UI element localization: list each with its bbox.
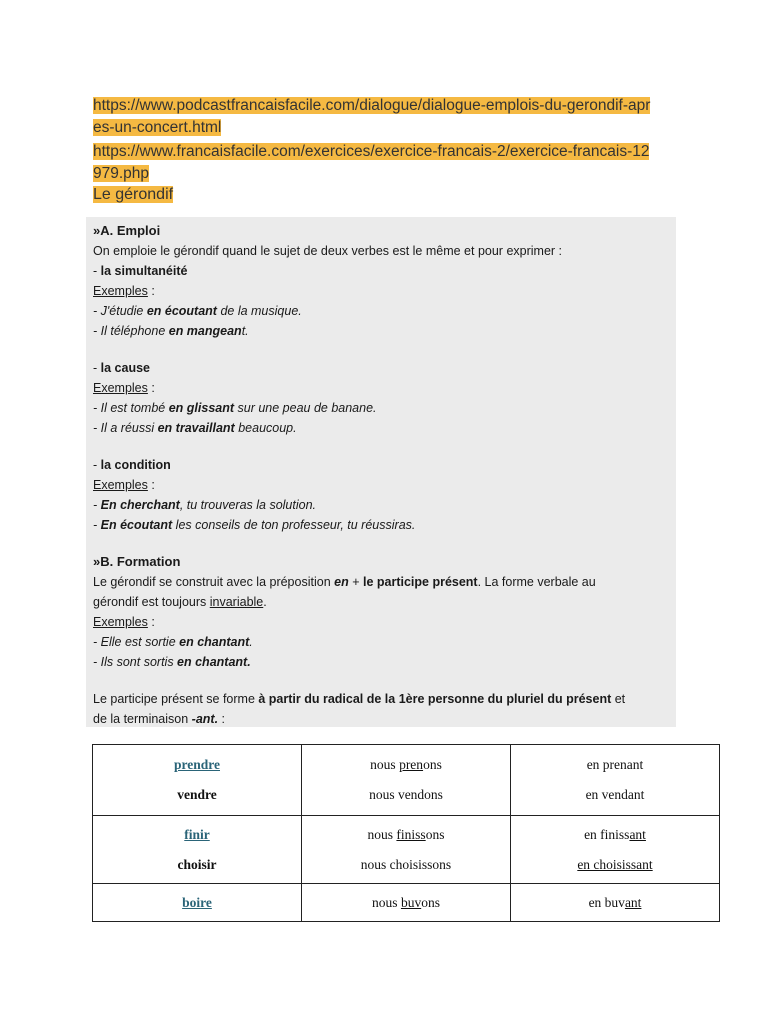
gerondif-form: en buvant — [588, 894, 642, 910]
example-line: - Ils sont sortis en chantant. — [93, 655, 251, 669]
examples-line: Exemples : — [93, 284, 155, 298]
example-line: - Il a réussi en travaillant beaucoup. — [93, 421, 297, 435]
verb-link-finir[interactable]: finir — [184, 826, 210, 842]
gerondif-form: en choisissant — [577, 856, 653, 872]
group-label-line: - la condition — [93, 458, 171, 472]
group-label: la simultanéité — [100, 264, 188, 278]
group-label: la cause — [100, 361, 150, 375]
verb-link-boire[interactable]: boire — [182, 894, 212, 910]
examples-line: Exemples : — [93, 615, 155, 629]
example-line: - En écoutant les conseils de ton professeur, tu réussiras. — [93, 518, 416, 532]
formation-line-1: Le gérondif se construit avec la préposition en + le participe présent. La forme verbale au — [93, 575, 596, 589]
gerondif-form: en finissant — [584, 826, 646, 842]
infinitive-cell — [93, 745, 302, 816]
page-heading — [93, 184, 653, 206]
examples-line: Exemples : — [93, 381, 155, 395]
present-form: nous choisissons — [360, 856, 452, 872]
link-podcast-text[interactable]: https://www.podcastfrancaisfacile.com/dialogue/dialogue-emplois-du-gerondif-apres-un-concert.html — [93, 97, 651, 136]
link-exercice[interactable] — [93, 141, 653, 185]
gerondif-cell — [511, 884, 720, 922]
verb-link-prendre[interactable]: prendre — [173, 757, 220, 772]
section-a-intro: On emploie le gérondif quand le sujet de deux verbes est le même et pour exprimer : — [93, 244, 563, 258]
present-cell — [302, 816, 511, 884]
present-form: nous buvons — [372, 894, 440, 910]
link-podcast-dialogue[interactable] — [93, 95, 653, 139]
example-line: - Il est tombé en glissant sur une peau de banane. — [93, 401, 377, 415]
example-line: - En cherchant, tu trouveras la solution. — [93, 498, 317, 512]
infinitive-cell — [93, 884, 302, 922]
gerondif-cell — [511, 816, 720, 884]
table-row — [93, 745, 720, 816]
group-label-line: - la simultanéité — [93, 264, 188, 278]
verb-conjugation-table — [92, 744, 720, 922]
present-cell — [302, 745, 511, 816]
section-b-title: »B. Formation — [93, 554, 181, 569]
participe-rule-line-1: Le participe présent se forme à partir du radical de la 1ère personne du pluriel du présent et — [93, 692, 626, 706]
examples-label: Exemples — [93, 381, 148, 395]
participe-rule-line-2: de la terminaison -ant. : — [93, 712, 226, 726]
group-label-line: - la cause — [93, 361, 150, 375]
section-a-title: »A. Emploi — [93, 223, 161, 238]
heading-text: Le gérondif — [93, 186, 174, 203]
table-row — [93, 884, 720, 922]
gerondif-form: en prenant — [586, 757, 644, 772]
verb-infinitive: choisir — [177, 856, 217, 872]
verb-infinitive: vendre — [177, 787, 217, 802]
present-form: nous vendons — [369, 787, 443, 802]
gerondif-cell — [511, 745, 720, 816]
grammar-content — [93, 221, 673, 729]
example-line: - Elle est sortie en chantant. — [93, 635, 253, 649]
present-form: nous finissons — [367, 826, 445, 842]
gerondif-form: en vendant — [585, 787, 645, 802]
examples-label: Exemples — [93, 478, 148, 492]
group-label: la condition — [100, 458, 171, 472]
present-cell — [302, 884, 511, 922]
formation-line-2: gérondif est toujours invariable. — [93, 595, 267, 609]
present-form: nous prenons — [370, 757, 442, 772]
table-row — [93, 816, 720, 884]
example-line: - J'étudie en écoutant de la musique. — [93, 304, 302, 318]
examples-line: Exemples : — [93, 478, 155, 492]
examples-label: Exemples — [93, 615, 148, 629]
link-exercice-text[interactable]: https://www.francaisfacile.com/exercices/exercice-francais-2/exercice-francais-12979.php — [93, 143, 650, 182]
infinitive-cell — [93, 816, 302, 884]
examples-label: Exemples — [93, 284, 148, 298]
example-line: - Il téléphone en mangeant. — [93, 324, 249, 338]
